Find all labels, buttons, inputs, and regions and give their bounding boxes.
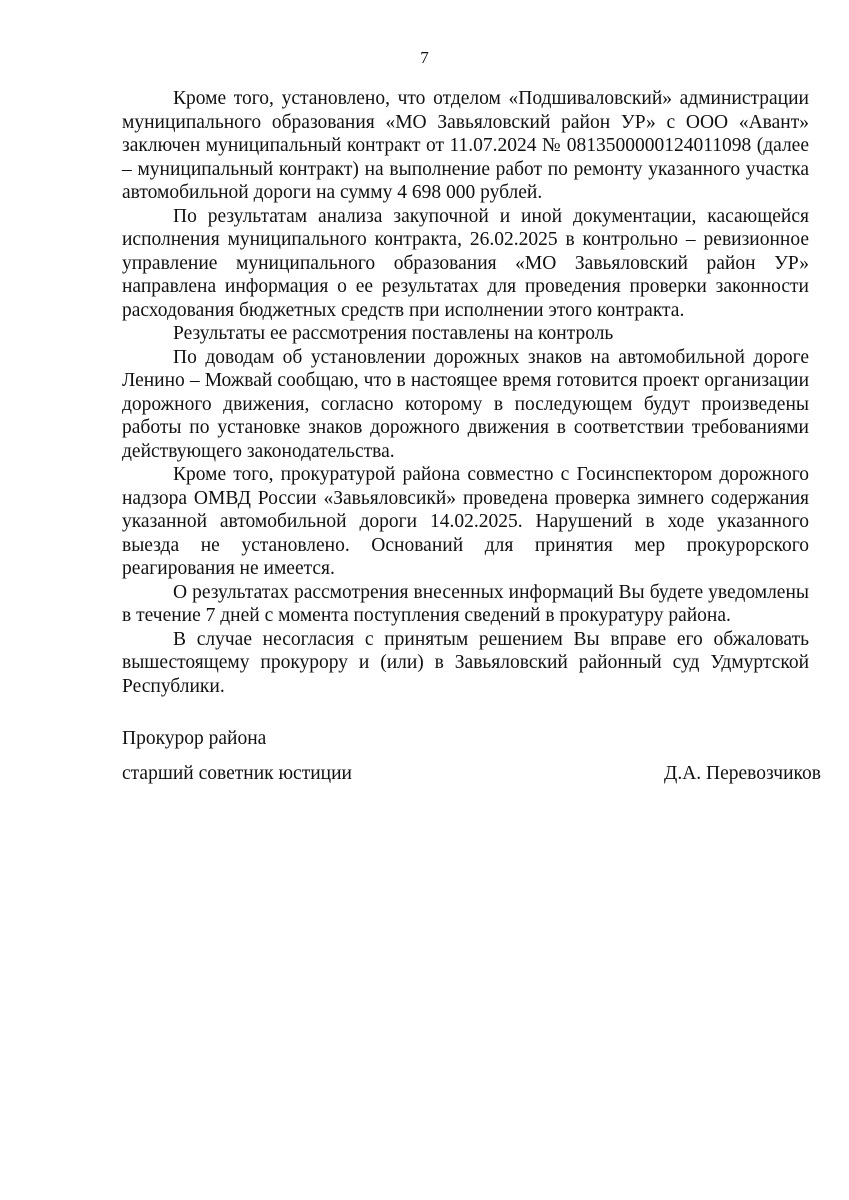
paragraph-procurement-analysis: По результатам анализа закупочной и иной документации, касающейся исполнения муниципального контракта, 26.02.2025 в контрольно – ревизионное управление муниципального образования «МО Завьяловский район УР» направлена информация о ее результатах для проведения проверки законности расходования бюджетных средств при исполнении этого контракта. [122, 205, 809, 321]
paragraph-appeal: В случае несогласия с принятым решением Вы вправе его обжаловать вышестоящему прокурору и (или) в Завьяловский районный суд Удмуртской Республики. [122, 628, 809, 697]
signature-title: Прокурор района [122, 728, 267, 749]
paragraph-contract: Кроме того, установлено, что отделом «Подшиваловский» администрации муниципального образования «МО Завьяловский район УР» с ООО «Авант» заключен муниципальный контракт от 11.07.2024 № 0813500000124011098 (далее – муниципальный контракт) на выполнение работ по ремонту указанного участка автомобильной дороги на сумму 4 698 000 рублей. [122, 88, 809, 203]
paragraph-notification: О результатах рассмотрения внесенных информаций Вы будете уведомлены в течение 7 дней с момента поступления сведений в прокуратуру района. [122, 581, 809, 626]
signature-rank: старший советник юстиции [122, 763, 352, 784]
page-number: 7 [420, 48, 429, 67]
paragraph-inspection: Кроме того, прокуратурой района совместно с Госинспектором дорожного надзора ОМВД России «Завьяловсикй» проведена проверка зимнего содержания указанной автомобильной дороги 14.02.2025. Нарушений в ходе указанного выезда не установлено. Оснований для принятия мер прокурорского реагирования не имеется. [122, 464, 809, 579]
signature-name: Д.А. Перевозчиков [664, 763, 821, 784]
paragraph-control: Результаты ее рассмотрения поставлены на контроль [173, 323, 614, 344]
paragraph-road-signs: По доводам об установлении дорожных знаков на автомобильной дороге Ленино – Можвай сообщаю, что в настоящее время готовится проект организации дорожного движения, согласно которому в последующем будут произведены работы по установке знаков дорожного движения в соответствии требованиями действующего законодательства. [122, 346, 809, 462]
letter-body [122, 87, 809, 698]
